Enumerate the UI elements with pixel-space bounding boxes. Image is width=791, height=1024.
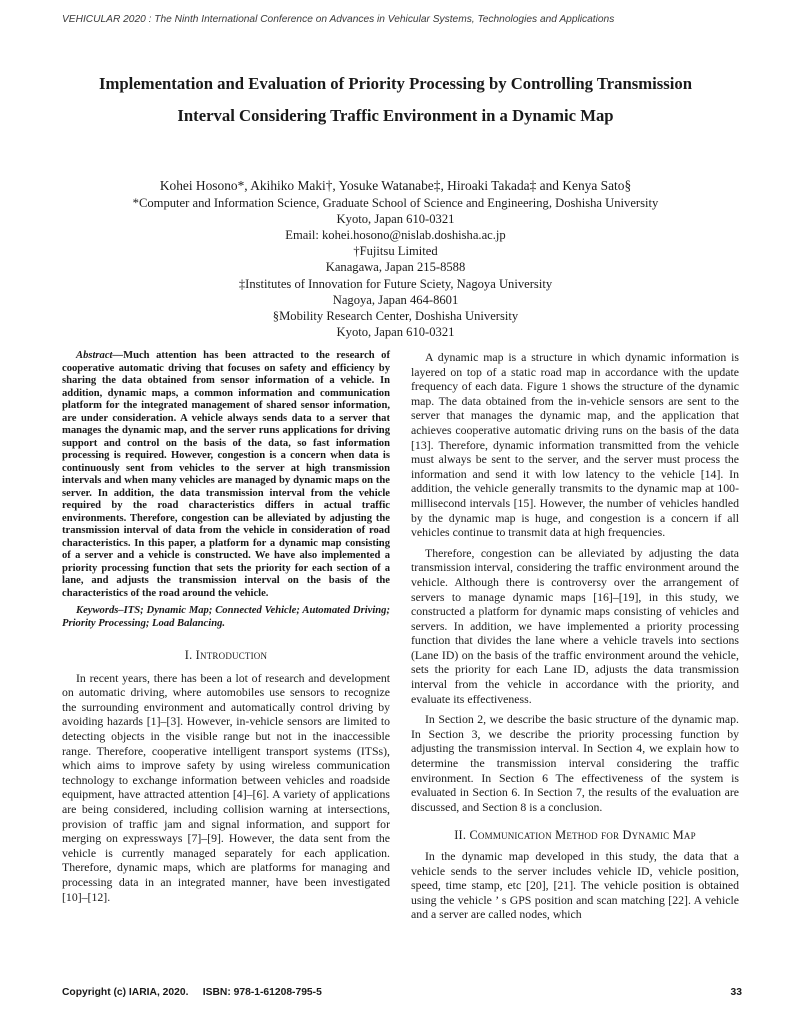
affiliation-line: Kyoto, Japan 610-0321 xyxy=(336,212,455,227)
footer-copyright-isbn xyxy=(62,987,322,998)
body-paragraph: In recent years, there has been a lot of research and development on automatic driving, where automobiles use sensors to recognize the surrounding environment and automatically control driving by avoiding hazards [1]–[3]. However, in-vehicle sensors are limited to detecting objects in the visible range but not in the inaccessible range. Therefore, cooperative intelligent transport systems (ITSs), which aims to improve safety by using wireless communication technology to exchange information between vehicles and roadside equipment, have attracted attention [4]–[6]. A variety of applications are being considered, including collision warning at intersections, provision of traffic jam and signal information, and support for merging on expressways [7]–[9]. However, the data sent from the vehicle is currently managed separately for each application. Therefore, dynamic maps, which are platforms for managing and processing data in an integrated manner, have been investigated [10]–[12]. xyxy=(62,670,390,904)
body-paragraph: A dynamic map is a structure in which dynamic information is layered on top of a static road map in accordance with the update frequency of each data. Figure 1 shows the structure of the dynamic map. The data obtained from the in-vehicle sensors are sent to the server that manages the dynamic map, and the application that achieves cooperative automatic driving runs on the basis of the data [13]. Therefore, dynamic information transmitted from the vehicle must always be sent to the server, and the server must process the information and send it with low latency to the vehicle [14]. In addition, the vehicle generally transmits to the dynamic map at 100-millisecond intervals [15]. However, the number of vehicles handled by the dynamic map is huge, and congestion is a concern if all vehicles continue to transmit data at high frequencies. xyxy=(411,350,739,540)
author-block xyxy=(50,178,741,340)
copyright-text: Copyright (c) IARIA, 2020. xyxy=(62,987,189,998)
title-line-2: Interval Considering Traffic Environment in a Dynamic Map xyxy=(177,106,614,125)
body-paragraph: Therefore, congestion can be alleviated by adjusting the data transmission interval, considering the traffic environment around the vehicle. Although there is controversy over the arrangement of servers to manage dynamic maps [16]–[19], in this study, we constructed a platform for dynamic maps consisting of vehicles and servers. In addition, we have implemented a priority processing function that divides the lane where a vehicle travels into sections (Lane ID) on the basis of the traffic environment around the vehicle, sets the priority for each Lane ID, adjusts the data transmission interval from the vehicle in accordance with the priority, and evaluate its effectiveness. xyxy=(411,545,739,706)
abstract-lead: Abstract— xyxy=(76,350,124,361)
isbn-text: ISBN: 978-1-61208-795-5 xyxy=(202,987,322,998)
affiliation-line: *Computer and Information Science, Graduate School of Science and Engineering, Doshisha University xyxy=(132,196,659,211)
affiliation-line: Kyoto, Japan 610-0321 xyxy=(336,324,455,339)
right-column xyxy=(411,350,739,922)
affiliation-line: Kanagawa, Japan 215-8588 xyxy=(325,260,466,275)
title-line-1: Implementation and Evaluation of Priority Processing by Controlling Transmission xyxy=(98,74,693,93)
section-heading-communication-method: II. Communication Method for Dynamic Map xyxy=(454,828,696,843)
author-names: Kohei Hosono*, Akihiko Maki†, Yosuke Watanabe‡, Hiroaki Takada‡ and Kenya Sato§ xyxy=(159,178,632,193)
conference-header: VEHICULAR 2020 : The Ninth International Conference on Advances in Vehicular Systems, Technologies and Applications xyxy=(62,14,615,25)
affiliation-line: Nagoya, Japan 464-8601 xyxy=(332,292,459,307)
left-column xyxy=(62,350,390,904)
body-paragraph: In the dynamic map developed in this study, the data that a vehicle sends to the server includes vehicle ID, vehicle position, speed, time stamp, etc [20], [21]. The vehicle position is obtained using the vehicle ’ s GPS position and scan matching [22]. A vehicle and a server are called nodes, which xyxy=(411,849,739,922)
affiliation-line: §Mobility Research Center, Doshisha University xyxy=(272,308,519,323)
keywords: Keywords–ITS; Dynamic Map; Connected Vehicle; Automated Driving; Priority Processing; Load Balancing. xyxy=(62,605,390,629)
author-email: Email: kohei.hosono@nislab.doshisha.ac.jp xyxy=(285,228,506,243)
body-paragraph: In Section 2, we describe the basic structure of the dynamic map. In Section 3, we describe the priority processing function by adjusting the transmission interval. In Section 4, we explain how to determine the transmission interval considering the traffic environment. In Section 6 The effectiveness of the system is evaluated in Section 6. In Section 7, the results of the evaluation are discussed, and Section 8 is a conclusion. xyxy=(411,712,739,814)
paper-title xyxy=(50,68,741,132)
section-heading-introduction: I. Introduction xyxy=(184,648,268,662)
abstract xyxy=(62,350,390,600)
affiliation-line: †Fujitsu Limited xyxy=(353,244,438,259)
affiliation-line: ‡Institutes of Innovation for Future Sciety, Nagoya University xyxy=(238,276,553,291)
abstract-body: Much attention has been attracted to the research of cooperative automatic driving that focuses on safety and efficiency by sharing the data obtained from sensor information of a vehicle. In addition, dynamic maps, a common information and communication platform for the integrated management of shared sensor information, are under consideration. A vehicle always sends data to a server that manages the dynamic map, and the server runs applications for driving support and control on the basis of the data, so fast information processing is required. However, congestion is a concern when data is continuously sent from vehicles to the server at high transmission intervals and when many vehicles are managed by dynamic maps on the server. In addition, the data transmission interval from the vehicle required by the road characteristics differs in actual traffic environments. Therefore, congestion can be alleviated by adjusting the transmission interval of data from the vehicle in consideration of road characteristics. In this paper, a platform for a dynamic map consisting of a server and a vehicle is constructed. We have also implemented a priority processing function that sets the priority for each section of a lane, and adjusts the transmission interval on the basis of the characteristics of the road around the vehicle. xyxy=(62,350,390,599)
page-number: 33 xyxy=(730,987,742,998)
